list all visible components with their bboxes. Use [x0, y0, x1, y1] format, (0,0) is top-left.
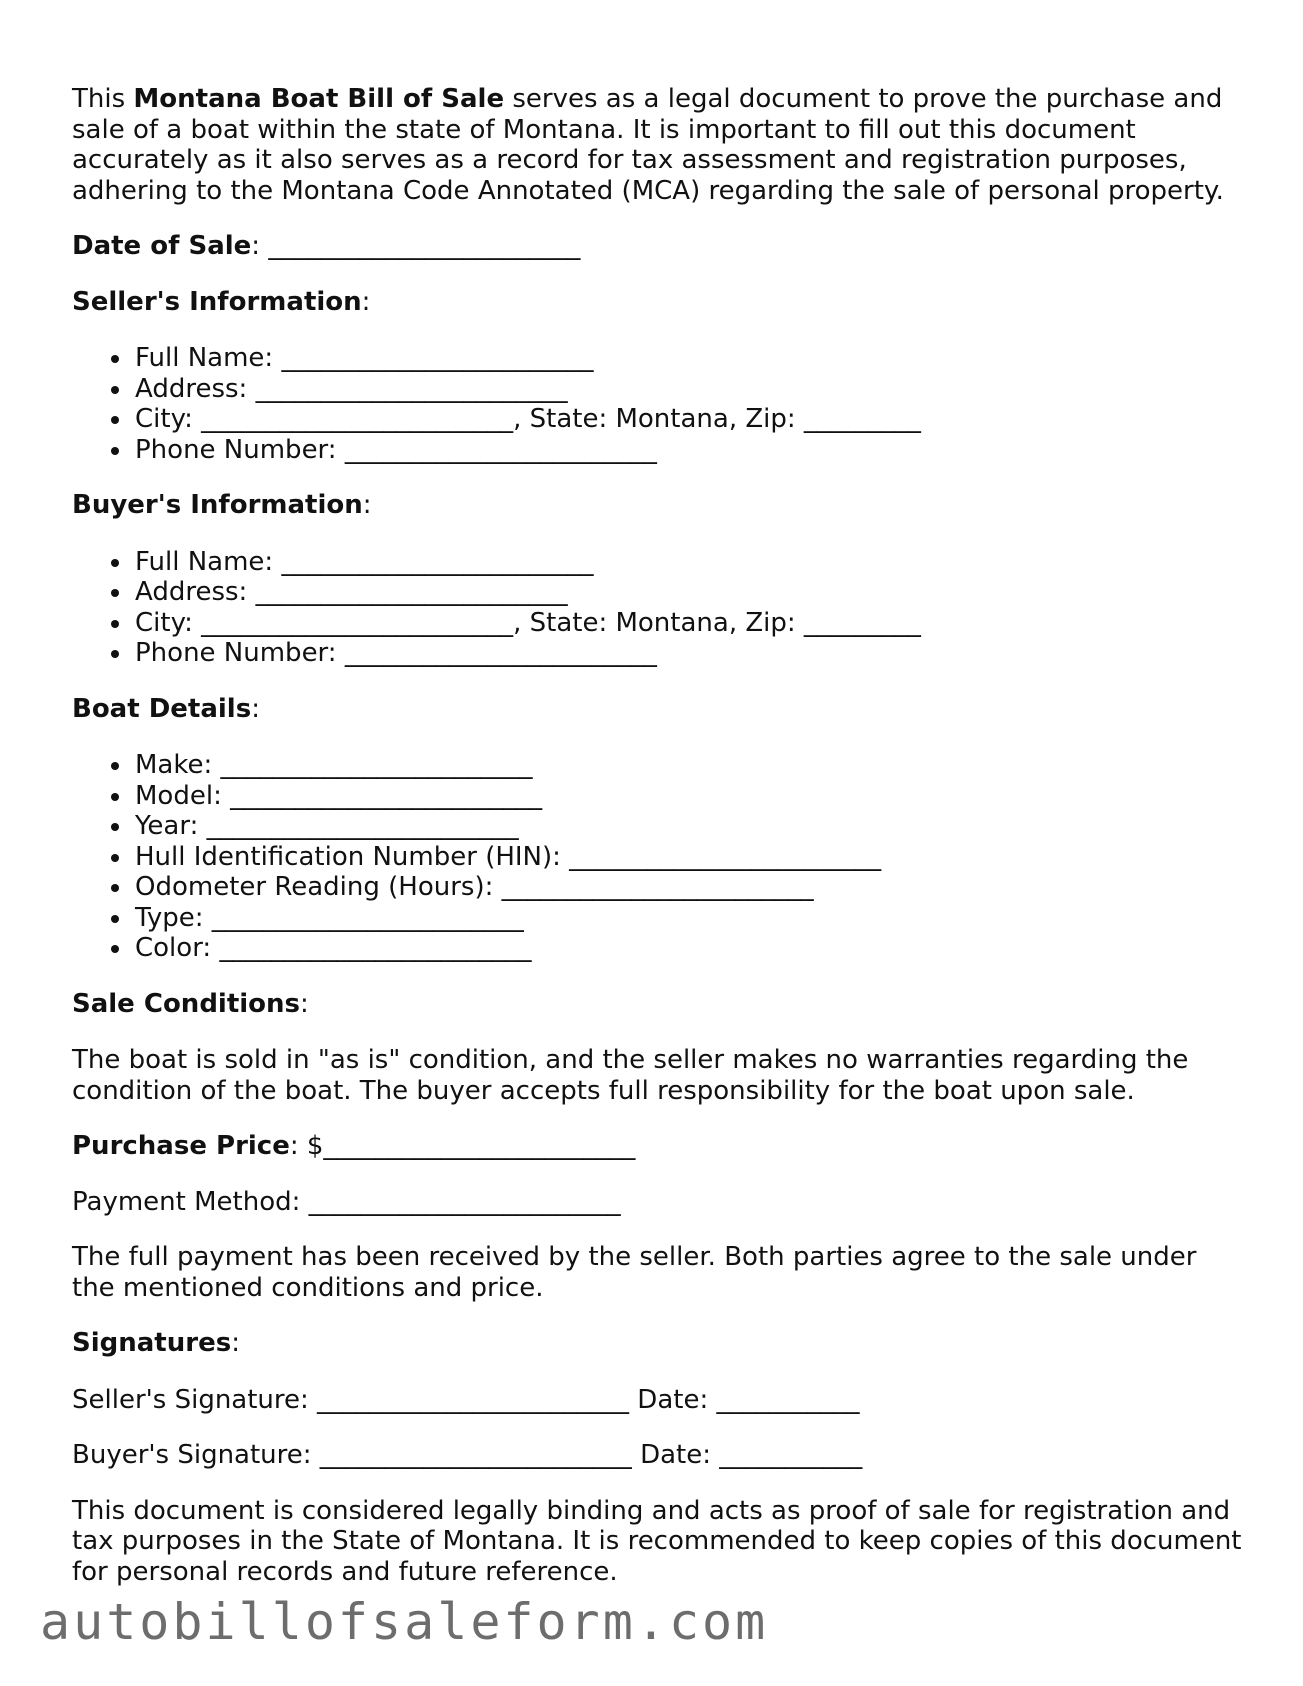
- boat-hin-field[interactable]: Hull Identification Number (HIN): ________________________: [135, 842, 1242, 873]
- date-of-sale-label: Date of Sale: [72, 231, 252, 261]
- buyer-section-heading: [72, 490, 1242, 521]
- heading-colon: :: [300, 988, 309, 1019]
- seller-phone-field[interactable]: Phone Number: ________________________: [135, 435, 1242, 466]
- seller-fields-list: [72, 343, 1242, 465]
- intro-text-rest: serves as a legal document to prove the purchase and sale of a boat within the state of Montana. It is important to fill out this document accurately as it also serves as a record for tax assessment and registration purposes, adhering to the Montana Code Annotated (MCA) regarding the sale of personal property.: [72, 84, 1224, 206]
- boat-fields-list: [72, 750, 1242, 964]
- document-title: Montana Boat Bill of Sale: [133, 84, 505, 114]
- boat-color-field[interactable]: Color: ________________________: [135, 933, 1242, 964]
- conditions-heading-label: Sale Conditions: [72, 988, 301, 1019]
- date-of-sale-field[interactable]: [72, 231, 1242, 262]
- buyer-phone-field[interactable]: Phone Number: ________________________: [135, 638, 1242, 669]
- closing-paragraph: This document is considered legally binding and acts as proof of sale for registration and tax purposes in the State of Montana. It is recommended to keep copies of this document for personal records and future reference.: [72, 1495, 1242, 1587]
- seller-section-heading: [72, 287, 1242, 318]
- buyer-signature-line[interactable]: Buyer's Signature: ________________________ Date: ___________: [72, 1440, 863, 1470]
- signatures-section-heading: [72, 1328, 1242, 1359]
- site-watermark: autobillofsaleform.com: [40, 1593, 769, 1651]
- buyer-heading-label: Buyer's Information: [72, 490, 363, 520]
- boat-section-heading: [72, 694, 1242, 725]
- date-of-sale-blank[interactable]: : ________________________: [251, 231, 581, 261]
- heading-colon: :: [231, 1328, 240, 1358]
- heading-colon: :: [362, 490, 372, 520]
- buyer-full-name-field[interactable]: Full Name: ________________________: [135, 547, 1242, 578]
- boat-type-field[interactable]: Type: ________________________: [135, 903, 1242, 934]
- seller-address-field[interactable]: Address: ________________________: [135, 374, 1242, 405]
- conditions-paragraph: The boat is sold in "as is" condition, and the seller makes no warranties regarding the condition of the boat. The buyer accepts full responsibility for the boat upon sale.: [72, 1045, 1189, 1106]
- document-body: [72, 84, 1242, 1612]
- heading-colon: :: [361, 286, 371, 317]
- buyer-fields-list: [72, 547, 1242, 669]
- purchase-price-label: Purchase Price: [72, 1131, 290, 1161]
- payment-method-field[interactable]: Payment Method: ________________________: [72, 1186, 621, 1217]
- boat-year-field[interactable]: Year: ________________________: [135, 811, 1242, 842]
- buyer-city-state-zip-field[interactable]: City: ________________________, State: Montana, Zip: _________: [135, 608, 1242, 639]
- buyer-address-field[interactable]: Address: ________________________: [135, 577, 1242, 608]
- seller-signature-line[interactable]: Seller's Signature: ________________________ Date: ___________: [72, 1384, 860, 1415]
- boat-make-field[interactable]: Make: ________________________: [135, 750, 1242, 781]
- boat-heading-label: Boat Details: [72, 693, 252, 724]
- intro-paragraph: [72, 84, 1242, 206]
- conditions-section-heading: [72, 989, 1242, 1020]
- seller-city-state-zip-field[interactable]: City: ________________________, State: Montana, Zip: _________: [135, 404, 1242, 435]
- purchase-price-field[interactable]: [72, 1131, 1242, 1162]
- seller-heading-label: Seller's Information: [72, 286, 362, 317]
- purchase-price-blank[interactable]: : $________________________: [289, 1131, 636, 1161]
- intro-text-start: This: [72, 84, 134, 114]
- heading-colon: :: [251, 693, 260, 724]
- boat-odometer-field[interactable]: Odometer Reading (Hours): ________________________: [135, 872, 1242, 903]
- signatures-heading-label: Signatures: [72, 1328, 232, 1358]
- payment-note-paragraph: The full payment has been received by the seller. Both parties agree to the sale under the mentioned conditions and price.: [72, 1242, 1197, 1303]
- seller-full-name-field[interactable]: Full Name: ________________________: [135, 343, 1242, 374]
- boat-model-field[interactable]: Model: ________________________: [135, 781, 1242, 812]
